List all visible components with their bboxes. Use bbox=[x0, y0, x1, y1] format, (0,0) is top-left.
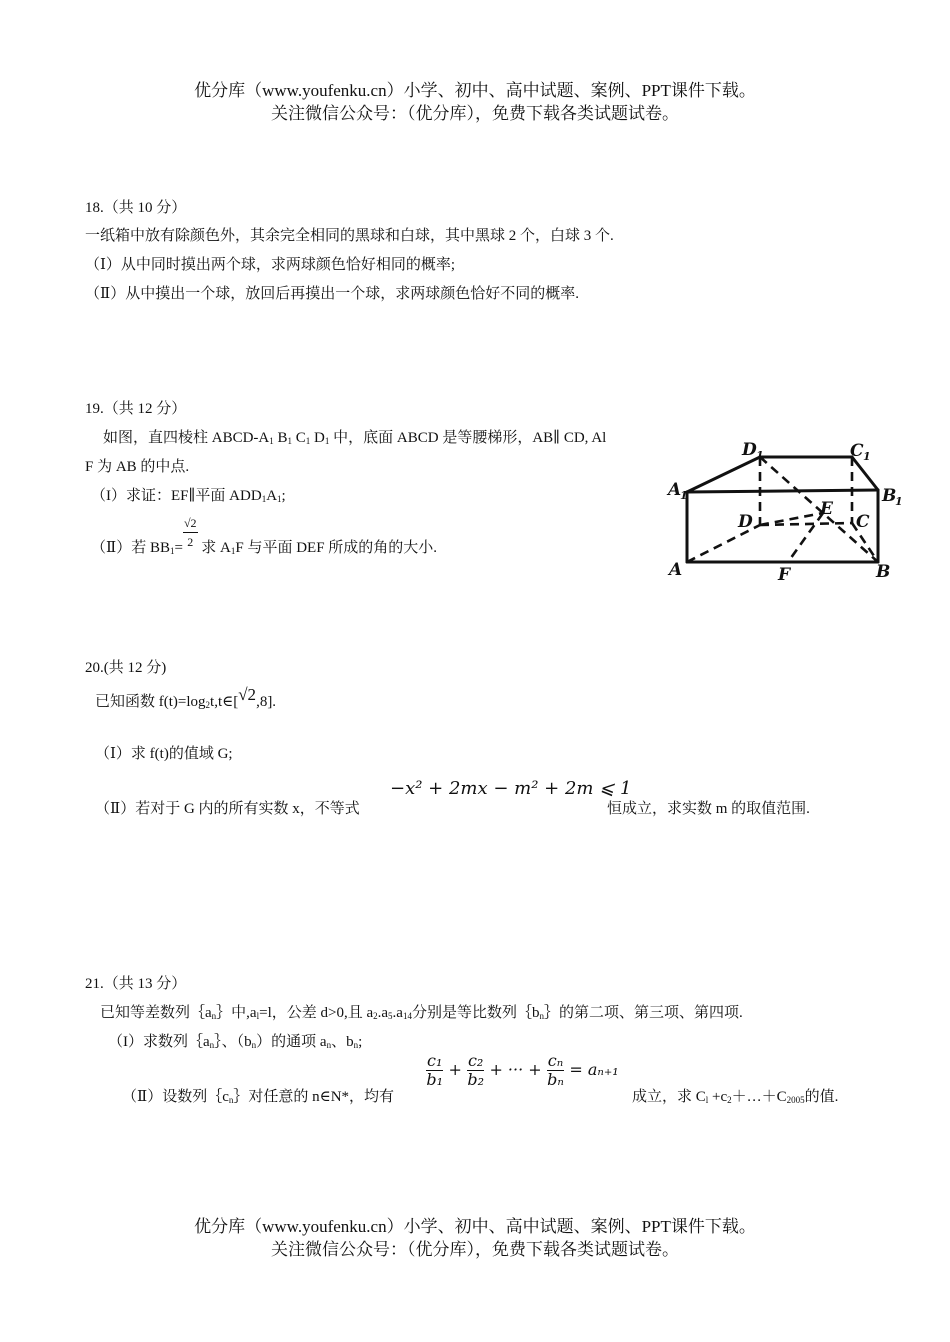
header-line-2: 关注微信公众号：（优分库），免费下载各类试题试卷。 bbox=[271, 104, 679, 123]
q21-title: 21.（共 13 分） bbox=[85, 976, 187, 992]
q19-part1: （I）求证：EF∥平面 $ADD_1A_1$; bbox=[91, 488, 286, 504]
label-C1: C bbox=[850, 441, 864, 461]
q18-title: 18.（共 10 分） bbox=[85, 200, 187, 216]
label-B1: B bbox=[882, 486, 897, 506]
q20-part1: （Ⅰ）求 f(t)的值域 G; bbox=[95, 746, 233, 762]
q20-stem: 已知函数 $f(t)=\log_2t,t\in[√2,8]$. bbox=[95, 685, 277, 710]
header-line-1: 优分库（www.youfenku.cn）小学、初中、高中试题、案例、PPT课件下载。 bbox=[194, 81, 756, 100]
q19-stem: 如图，直四棱柱 ABCD-$A_1$ $B_1$ $C_1$ $D_1$ 中，底面 ABCD 是等腰梯形，AB∥ CD, Al bbox=[103, 430, 607, 446]
q21-part2-lead: （Ⅱ）设数列$\{c_n\}$对任意的 n∈N*，均有 bbox=[122, 1089, 395, 1105]
svg-text:1: 1 bbox=[756, 449, 764, 462]
q19-stem-line2: F 为 AB 的中点. bbox=[85, 459, 190, 475]
footer-line-1: 优分库（www.youfenku.cn）小学、初中、高中试题、案例、PPT课件下载。 bbox=[194, 1217, 756, 1236]
q20-inequality: −x² + 2mx − m² + 2m ⩽ 1 bbox=[390, 778, 632, 799]
q21-formula: $\frac{\text{c₁}}{\text{b₁}}$ + $\frac{\text{c₂}}{\text{b₂}}$ + ··· + $\frac{\text{cₙ}}{\text{bₙ}}$ = aₙ₊₁ bbox=[426, 1051, 619, 1089]
label-D: D bbox=[738, 512, 753, 532]
q18-part2: （Ⅱ）从中摸出一个球，放回后再摸出一个球，求两球颜色恰好不同的概率. bbox=[85, 286, 579, 302]
sqrt2-over-2: $\frac{√2}{2}$ bbox=[183, 516, 197, 549]
q19-part2: （Ⅱ）若 $BB_1=$ $\frac{√2}{2}$ 求 $A_1F$ 与平面 DEF 所成的角的大小. bbox=[91, 516, 438, 556]
label-F: F bbox=[778, 565, 791, 585]
frac-c2-b2: $\frac{\text{c₂}}{\text{b₂}}$ bbox=[467, 1051, 484, 1089]
q20-part2-lead: （Ⅱ）若对于 G 内的所有实数 x，不等式 bbox=[95, 801, 360, 817]
q21-part1: （I）求数列$\{a_n\}$、$(b_n)$的通项 $a_n$、$b_n$; bbox=[108, 1034, 363, 1050]
q20-part2-tail: 恒成立，求实数 m 的取值范围. bbox=[607, 801, 810, 817]
q21-stem: 已知等差数列$\{a_n\}$中$,a_l=l$，公差 d>0,且 $a_2.a_5.a_{14}$分别是等比数列$\{b_n\}$的第二项、第三项、第四项. bbox=[100, 1005, 743, 1021]
label-B: B bbox=[876, 562, 891, 582]
svg-text:1: 1 bbox=[863, 450, 871, 463]
q19-title: 19.（共 12 分） bbox=[85, 401, 187, 417]
q18-stem: 一纸箱中放有除颜色外，其余完全相同的黑球和白球，其中黑球 2 个，白球 3 个. bbox=[85, 228, 614, 244]
footer-line-2: 关注微信公众号：（优分库），免费下载各类试题试卷。 bbox=[271, 1240, 679, 1259]
q21-part2-tail: 成立，求 $C_l$ $+c_2+\dots+C_{2005}$的值. bbox=[632, 1089, 839, 1105]
label-A1: A bbox=[668, 480, 682, 500]
q18-part1: （Ⅰ）从中同时摸出两个球，求两球颜色恰好相同的概率; bbox=[85, 257, 456, 273]
frac-cn-bn: $\frac{\text{cₙ}}{\text{bₙ}}$ bbox=[547, 1051, 564, 1089]
prism-figure bbox=[660, 435, 910, 590]
label-C: C bbox=[856, 512, 870, 532]
label-A: A bbox=[669, 560, 683, 580]
q20-title: 20.(共 12 分) bbox=[85, 660, 167, 676]
svg-text:1: 1 bbox=[895, 495, 903, 508]
svg-text:1: 1 bbox=[680, 489, 688, 502]
frac-c1-b1: $\frac{\text{c₁}}{\text{b₁}}$ bbox=[426, 1051, 444, 1089]
label-D1: D bbox=[742, 440, 757, 460]
label-E: E bbox=[820, 499, 833, 519]
